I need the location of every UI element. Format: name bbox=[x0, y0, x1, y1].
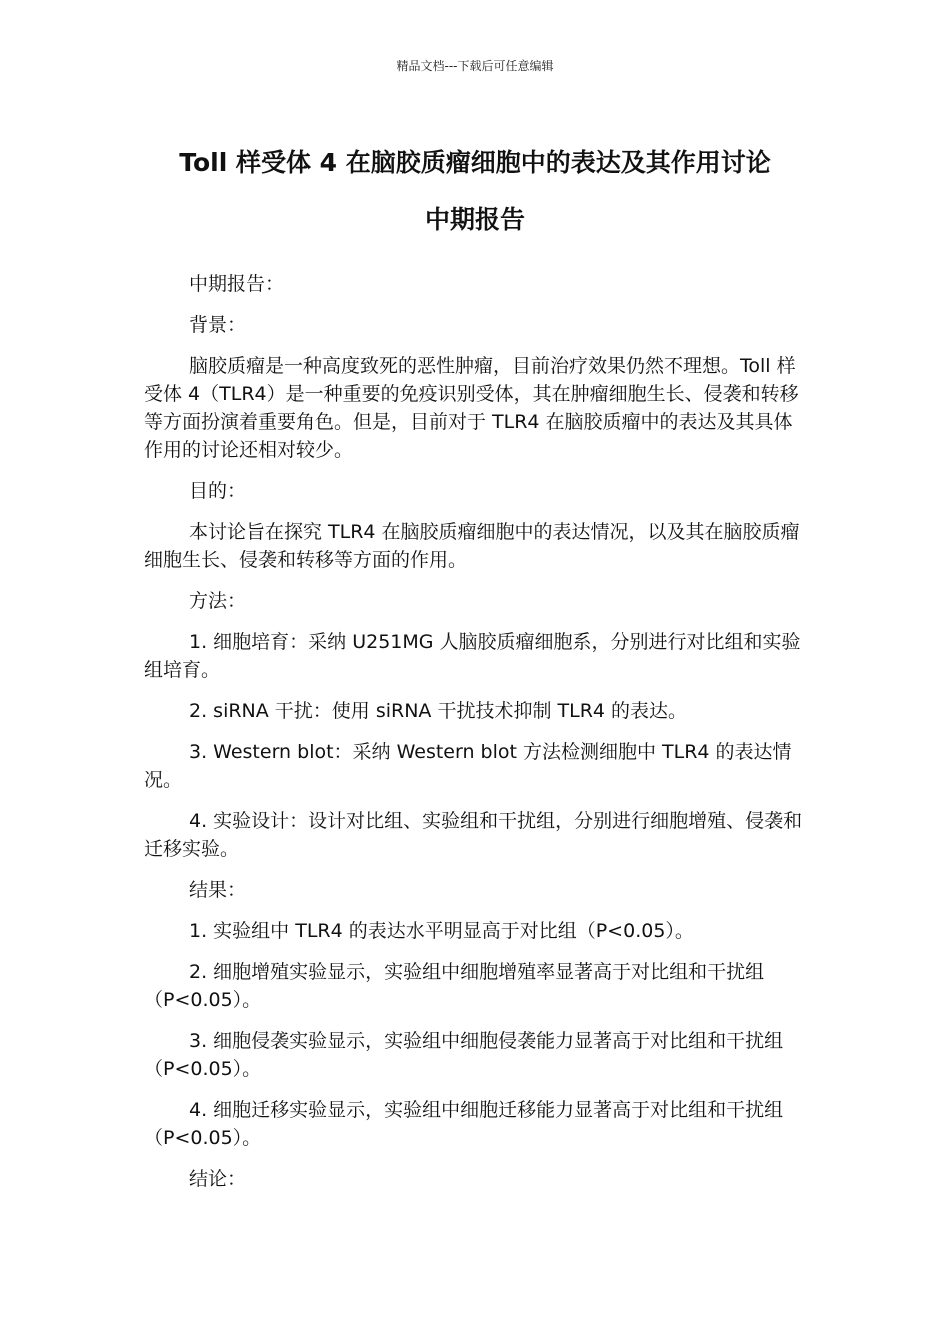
result-item-3: 3. 细胞侵袭实验显示，实验组中细胞侵袭能力显著高于对比组和干扰组（P<0.05）。 bbox=[144, 1030, 784, 1080]
document-title bbox=[120, 134, 830, 248]
section-label-purpose: 目的： bbox=[189, 480, 247, 502]
section-label-report: 中期报告： bbox=[189, 273, 285, 295]
section-label-results: 结果： bbox=[189, 879, 247, 901]
section-label-methods: 方法： bbox=[189, 590, 247, 612]
header-note: 精品文档---下载后可任意编辑 bbox=[396, 59, 554, 73]
method-item-1: 1. 细胞培育：采纳 U251MG 人脑胶质瘤细胞系，分别进行对比组和实验组培育。 bbox=[144, 631, 801, 681]
purpose-paragraph: 本讨论旨在探究 TLR4 在脑胶质瘤细胞中的表达情况，以及其在脑胶质瘤细胞生长、侵袭和转移等方面的作用。 bbox=[144, 521, 800, 571]
section-label-conclusion: 结论： bbox=[189, 1168, 247, 1190]
method-item-4: 4. 实验设计：设计对比组、实验组和干扰组，分别进行细胞增殖、侵袭和迁移实验。 bbox=[144, 810, 803, 860]
title-line-1: Toll 样受体 4 在脑胶质瘤细胞中的表达及其作用讨论 bbox=[179, 148, 771, 177]
result-item-1: 1. 实验组中 TLR4 的表达水平明显高于对比组（P<0.05）。 bbox=[189, 920, 694, 942]
title-line-2: 中期报告 bbox=[424, 205, 525, 234]
result-item-2: 2. 细胞增殖实验显示，实验组中细胞增殖率显著高于对比组和干扰组（P<0.05）。 bbox=[144, 961, 765, 1011]
method-item-2: 2. siRNA 干扰：使用 siRNA 干扰技术抑制 TLR4 的表达。 bbox=[189, 700, 688, 722]
document-body bbox=[144, 270, 810, 1206]
result-item-4: 4. 细胞迁移实验显示，实验组中细胞迁移能力显著高于对比组和干扰组（P<0.05）。 bbox=[144, 1099, 784, 1149]
section-label-background: 背景： bbox=[189, 314, 247, 336]
background-paragraph: 脑胶质瘤是一种高度致死的恶性肿瘤，目前治疗效果仍然不理想。Toll 样受体 4（TLR4）是一种重要的免疫识别受体，其在肿瘤细胞生长、侵袭和转移等方面扮演着重要角色。但是，目前对于 TLR4 在脑胶质瘤中的表达及其具体作用的讨论还相对较少。 bbox=[144, 355, 799, 461]
method-item-3: 3. Western blot：采纳 Western blot 方法检测细胞中 TLR4 的表达情况。 bbox=[144, 741, 792, 791]
